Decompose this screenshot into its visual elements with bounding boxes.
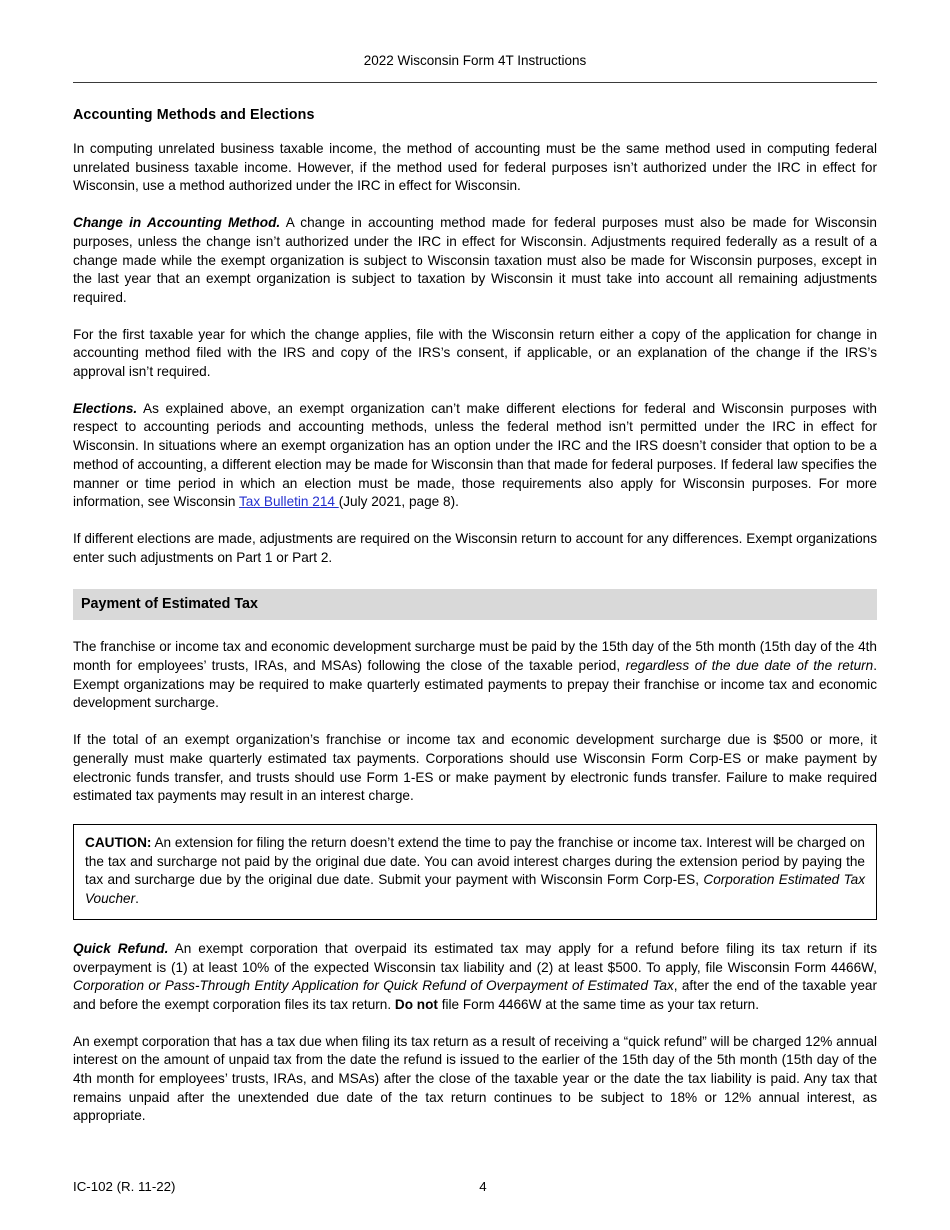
footer-form-number: IC-102 (R. 11-22) (73, 1179, 176, 1194)
paragraph-computing-unrelated-business-income: In computing unrelated business taxable income, the method of accounting must be the same method used in computing federal unrelated business taxable income. However, if the method used for federal purposes isn’t authorized under the IRC in effect for Wisconsin, use a method authorized under the IRC in effect for Wisconsin. (73, 141, 877, 194)
caution-box (73, 824, 877, 920)
paragraph-first-taxable-year-filing: For the first taxable year for which the change applies, file with the Wisconsin return either a copy of the application for change in accounting method filed with the IRS and copy of the IRS’s consent, if applicable, or an explanation of the change if the IRS’s approval isn’t required. (73, 326, 877, 380)
paragraph-different-elections-adjustments: If different elections are made, adjustments are required on the Wisconsin return to account for any differences. Exempt organizations enter such adjustments on Part 1 or Part 2. (73, 530, 877, 565)
caution-box-text (85, 834, 865, 909)
footer-page-number: 4 (479, 1179, 487, 1194)
page-footer (73, 1178, 877, 1198)
paragraph-elections-body-after-link: (July 2021, page 8). (338, 494, 459, 510)
lead-in-quick-refund: Quick Refund. (73, 940, 169, 956)
paragraph-quick-refund (73, 940, 877, 1015)
paragraph-elections (73, 400, 877, 512)
paragraph-quick-refund-part2: , after the end of the taxable year and before the exempt corporation files its tax return. (73, 978, 877, 1012)
paragraph-quarterly-estimated-payments: If the total of an exempt organization’s franchise or income tax and economic development surcharge due is $500 or more, it generally must make quarterly estimated tax payments. Corporations should use Wisconsin Form Corp-ES or make payment by electronic funds transfer, and trusts should use Form 1-ES or make payment by electronic funds transfer. Failure to make required estimated tax payments may result in an interest charge. (73, 732, 877, 804)
emphasis-corporation-estimated-tax-voucher: Corporation Estimated Tax Voucher (85, 872, 866, 907)
paragraph-payment-due-dates-part1: The franchise or income tax and economic development surcharge must be paid by the 15th day of the 5th month (15th day of the 4th month for employees’ trusts, IRAs, and MSAs) following the close of the taxable period, (73, 639, 877, 674)
section-title-accounting-methods: Accounting Methods and Elections (73, 107, 315, 123)
running-header: 2022 Wisconsin Form 4T Instructions (363, 53, 587, 68)
section-title-payment-of-estimated-tax: Payment of Estimated Tax (73, 589, 877, 620)
paragraph-payment-due-dates-part2: . Exempt organizations may be required to make quarterly estimated payments to prepay their franchise or income tax and economic development surcharge. (73, 658, 877, 711)
paragraph-change-in-accounting-method-body: A change in accounting method made for federal purposes must also be made for Wisconsin purposes, unless the change isn’t authorized under the IRC in effect for Wisconsin. Adjustments required federally as a result of a change made while the exempt organization is subject to Wisconsin taxation must also be made for Wisconsin purposes, except in the last year that an exempt organization is subject to taxation by Wisconsin it must take into account all remaining adjustments required. (73, 215, 877, 305)
paragraph-elections-body-before-link: As explained above, an exempt organization can’t make different elections for federal and Wisconsin purposes with respect to accounting periods and accounting methods, unless the federal method isn’t permitted under the IRC in effect for Wisconsin. In situations where an exempt organization has an option under the IRC and the IRS doesn’t consider that option to be a method of accounting, a different election may be made for Wisconsin than that made for federal purposes. If federal law specifies the manner or time period in which an election must be made, those requirements also apply for Wisconsin purposes. For more information, see Wisconsin (73, 400, 877, 510)
caution-body-part1: An extension for filing the return doesn’t extend the time to pay the franchise or income tax. Interest will be charged on the tax and surcharge not paid by the original due date. You can avoid interest charges during the extension period by paying the tax and surcharge due by the original due date. Submit your payment with Wisconsin Form Corp-ES, (85, 834, 865, 888)
emphasis-form-4466w-title: Corporation or Pass-Through Entity Application for Quick Refund of Overpayment of Estimated Tax (73, 978, 674, 994)
tax-bulletin-214-link[interactable]: Tax Bulletin 214 (238, 494, 339, 510)
emphasis-do-not: Do not (394, 996, 438, 1012)
lead-in-change-in-accounting-method: Change in Accounting Method. (73, 215, 281, 231)
header-rule (73, 82, 877, 83)
paragraph-change-in-accounting-method (73, 214, 877, 308)
emphasis-regardless-of-due-date: regardless of the due date of the return (625, 658, 874, 674)
page-content (73, 106, 877, 1126)
paragraph-quick-refund-part3: file Form 4466W at the same time as your tax return. (437, 996, 760, 1012)
paragraph-payment-due-dates (73, 638, 877, 713)
caution-body-part2: . (135, 891, 139, 907)
paragraph-quick-refund-interest: An exempt corporation that has a tax due when filing its tax return as a result of receiving a “quick refund” will be charged 12% annual interest on the amount of unpaid tax from the date the refund is issued to the earlier of the 15th day of the 5th month (15th day of the 4th month for employees’ trusts, IRAs, and MSAs) after the close of the taxable year or the date the tax liability is paid. Any tax that remains unpaid after the unextended due date of the tax return continues to be subject to 18% or 12% annual interest, as appropriate. (73, 1033, 877, 1124)
lead-in-elections: Elections. (73, 400, 138, 416)
paragraph-quick-refund-part1: An exempt corporation that overpaid its estimated tax may apply for a refund before filing its tax return if its overpayment is (1) at least 10% of the expected Wisconsin tax liability and (2) at least $500. To apply, file Wisconsin Form 4466W, (73, 940, 877, 975)
caution-label: CAUTION: (85, 834, 152, 850)
